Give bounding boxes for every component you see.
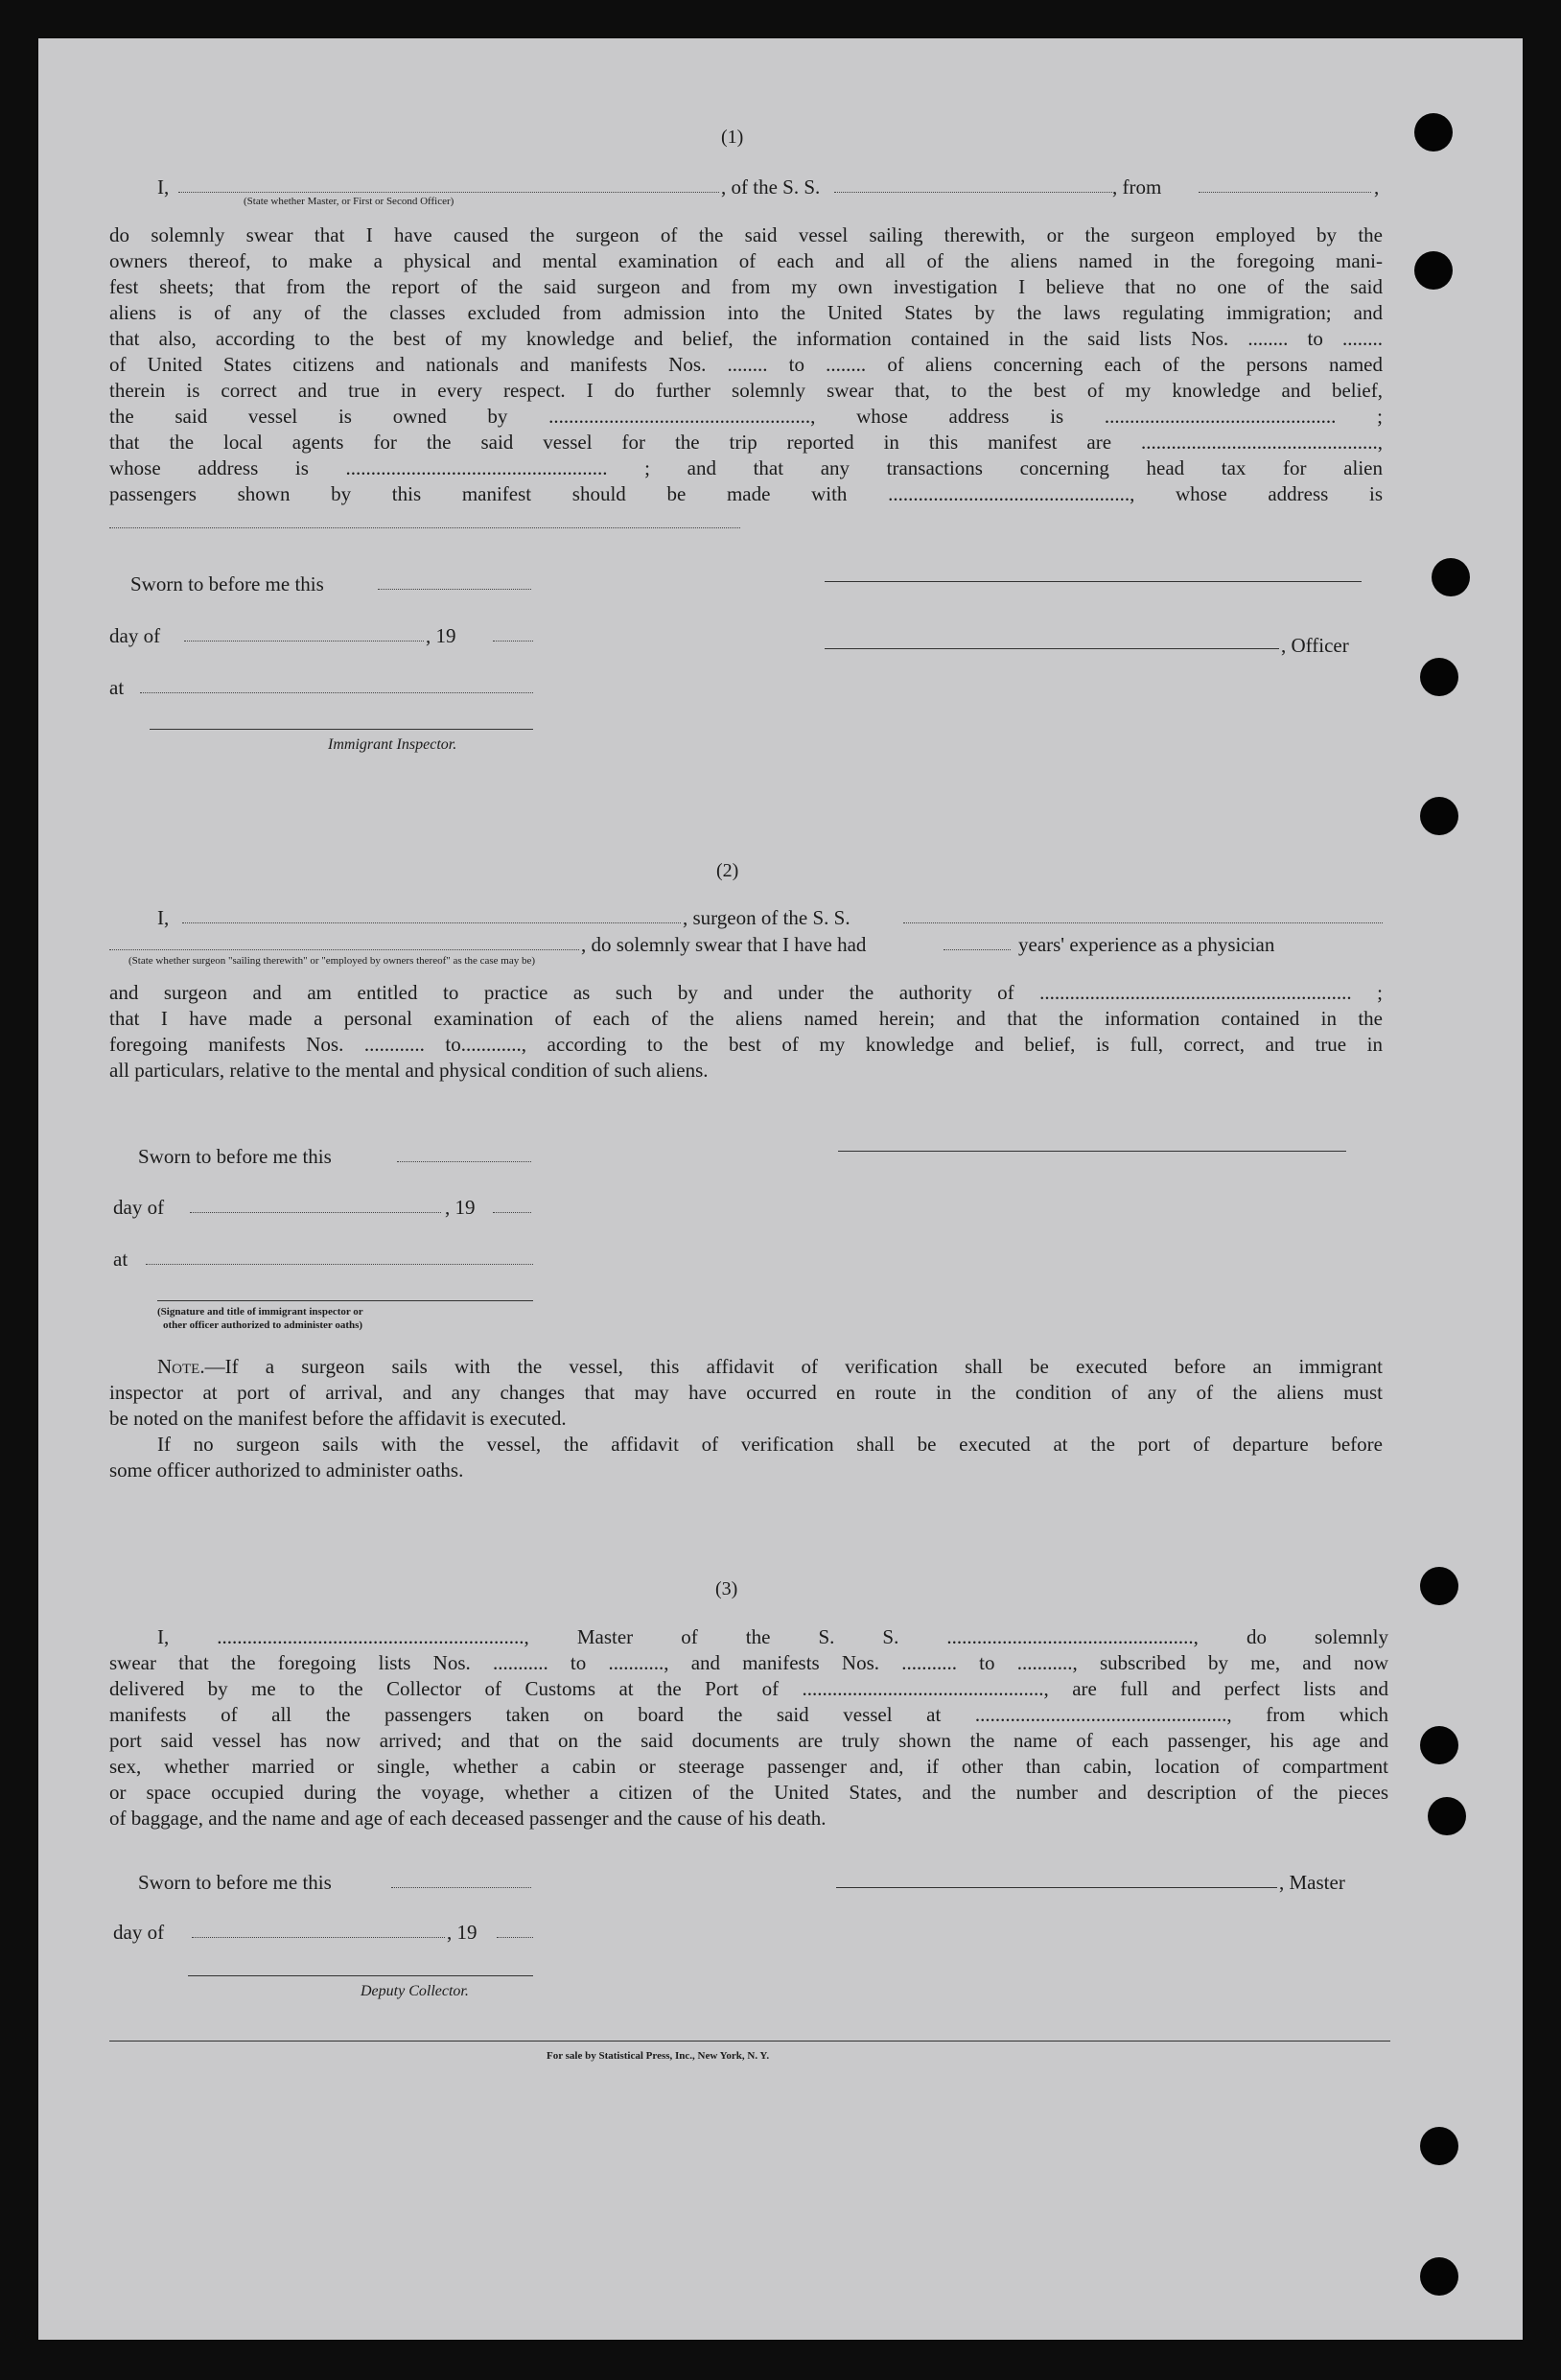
at-label: at (109, 676, 125, 699)
sworn-date-blank[interactable] (391, 1887, 531, 1888)
agent-address-blank[interactable] (109, 527, 740, 528)
surgeon-name-blank[interactable] (182, 922, 681, 923)
paragraph-line: the said vessel is owned by ...................................................., whose address is .............................................. ; (109, 405, 1383, 428)
footer-imprint: For sale by Statistical Press, Inc., New York, N. Y. (547, 2050, 770, 2062)
officer-signature-line-2[interactable] (825, 648, 1279, 649)
paragraph-line: aliens is of any of the classes excluded from admission into the United States by the laws regulating immigration; and (109, 301, 1383, 324)
surgeon-ship-blank[interactable] (903, 922, 1383, 923)
section-3-number: (3) (715, 1578, 738, 1599)
paragraph-line: of United States citizens and nationals and manifests Nos. ........ to ........ of aliens concerning each of the persons named (109, 353, 1383, 376)
sworn-date-blank[interactable] (378, 589, 531, 590)
master-label: , Master (1279, 1871, 1345, 1894)
binder-hole (1420, 2257, 1458, 2296)
paragraph-line: manifests of all the passengers taken on board the said vessel at .................................................., from which (109, 1703, 1388, 1726)
paragraph-line: and surgeon and am entitled to practice as such by and under the authority of .............................................................. ; (109, 981, 1383, 1004)
year-label: , 19 (445, 1196, 476, 1219)
section-2-number: (2) (716, 860, 739, 881)
paragraph-line: sex, whether married or single, whether a cabin or steerage passenger and, if other than cabin, location of compartment (109, 1755, 1388, 1778)
inspector-signature-line[interactable] (150, 729, 533, 730)
at-blank[interactable] (146, 1264, 533, 1265)
officer-label: , Officer (1281, 634, 1349, 657)
year-label: , 19 (426, 624, 456, 647)
paragraph-line: that I have made a personal examination of each of the aliens named herein; and that the information contained in the (109, 1007, 1383, 1030)
note-line: some officer authorized to administer oaths. (109, 1458, 464, 1482)
day-of-label: day of (113, 1196, 165, 1219)
surgeon-signature-line[interactable] (838, 1151, 1346, 1152)
officer-hint: (State whether Master, or First or Second Officer) (244, 196, 454, 207)
officer-blank[interactable] (178, 192, 719, 193)
paragraph-line: passengers shown by this manifest should be made with ................................................, whose address is (109, 482, 1383, 505)
sworn-date-blank[interactable] (397, 1161, 531, 1162)
ship-name-blank[interactable] (834, 192, 1112, 193)
paragraph-line: that the local agents for the said vessel for the trip reported in this manifest are ..............................................., (109, 431, 1383, 454)
binder-hole (1420, 1567, 1458, 1605)
years-blank[interactable] (944, 949, 1011, 950)
binder-hole (1428, 1797, 1466, 1835)
surgeon-type-hint: (State whether surgeon "sailing therewith" or "employed by owners thereof" as the case may be) (128, 955, 536, 967)
paragraph-line: I, ............................................................., Master of the S. S. ................................................., do solemnly (157, 1625, 1388, 1648)
signature-hint: (Signature and title of immigrant inspector or (157, 1306, 363, 1318)
binder-hole (1420, 1726, 1458, 1764)
manifest-affidavit-page (38, 38, 1523, 2340)
note-text: —If a surgeon sails with the vessel, this affidavit of verification shall be executed before an immigrant (204, 1355, 1383, 1378)
inspector-title: Immigrant Inspector. (328, 736, 457, 753)
paragraph-line: that also, according to the best of my knowledge and belief, the information contained in the said lists Nos. ........ to ........ (109, 327, 1383, 350)
at-blank[interactable] (140, 692, 533, 693)
binder-hole (1414, 251, 1453, 290)
at-label: at (113, 1248, 128, 1271)
paragraph-line: therein is correct and true in every respect. I do further solemnly swear that, to the best of my knowledge and belief, (109, 379, 1383, 402)
year-blank[interactable] (493, 1212, 531, 1213)
day-of-blank[interactable] (184, 641, 424, 642)
inspector-signature-line[interactable] (157, 1300, 533, 1301)
sworn-label: Sworn to before me this (138, 1871, 332, 1894)
day-of-blank[interactable] (190, 1212, 441, 1213)
binder-hole (1420, 658, 1458, 696)
paragraph-line: swear that the foregoing lists Nos. ........... to ..........., and manifests Nos. ........... to ..........., subscribed by me, and now (109, 1651, 1388, 1674)
binder-hole (1432, 558, 1470, 596)
year-blank[interactable] (497, 1937, 533, 1938)
year-blank[interactable] (493, 641, 533, 642)
section-2-i: I, (157, 906, 170, 929)
binder-hole (1420, 797, 1458, 835)
surgeon-of-label: , surgeon of the S. S. (683, 906, 850, 929)
section-1-number: (1) (721, 127, 744, 148)
paragraph-line: fest sheets; that from the report of the said surgeon and from my own investigation I believe that no one of the said (109, 275, 1383, 298)
of-ss-label: , of the S. S. (721, 175, 821, 198)
section-1-i: I, (157, 175, 170, 198)
years-label: years' experience as a physician (1018, 933, 1275, 956)
footer-rule (109, 2041, 1390, 2042)
day-of-label: day of (109, 624, 161, 647)
note-line: If no surgeon sails with the vessel, the affidavit of verification shall be executed at the port of departure before (157, 1433, 1383, 1456)
paragraph-line: whose address is .................................................... ; and that any transactions concerning head tax for alien (109, 456, 1383, 479)
note-line: be noted on the manifest before the affidavit is executed. (109, 1407, 567, 1430)
paragraph-line: delivered by me to the Collector of Customs at the Port of ................................................, are full and perfect lists and (109, 1677, 1388, 1700)
surgeon-type-blank[interactable] (109, 949, 579, 950)
paragraph-line: owners thereof, to make a physical and mental examination of each and all of the aliens named in the foregoing mani- (109, 249, 1383, 272)
paragraph-line: or space occupied during the voyage, whether a citizen of the United States, and the number and description of the pieces (109, 1781, 1388, 1804)
note-line (157, 1354, 1383, 1380)
paragraph-line: do solemnly swear that I have caused the surgeon of the said vessel sailing therewith, or the surgeon employed by the (109, 223, 1383, 246)
sworn-label: Sworn to before me this (138, 1145, 332, 1168)
signature-hint: other officer authorized to administer oaths) (163, 1319, 363, 1331)
binder-hole (1414, 113, 1453, 152)
from-port-blank[interactable] (1199, 192, 1371, 193)
paragraph-line: port said vessel has now arrived; and that on the said documents are truly shown the name of each passenger, his age and (109, 1729, 1388, 1752)
paragraph-line: all particulars, relative to the mental and physical condition of such aliens. (109, 1059, 709, 1082)
collector-signature-line[interactable] (188, 1975, 533, 1976)
paragraph-line: foregoing manifests Nos. ............ to............, according to the best of my knowledge and belief, is full, correct, and true in (109, 1033, 1383, 1056)
note-label: Note. (157, 1355, 205, 1378)
from-label: , from (1112, 175, 1162, 198)
sworn-label: Sworn to before me this (130, 572, 324, 595)
day-of-label: day of (113, 1921, 165, 1944)
officer-signature-line-1[interactable] (825, 581, 1362, 582)
day-of-blank[interactable] (192, 1937, 445, 1938)
year-label: , 19 (447, 1921, 478, 1944)
paragraph-line: of baggage, and the name and age of each deceased passenger and the cause of his death. (109, 1807, 827, 1830)
collector-title: Deputy Collector. (361, 1983, 469, 1999)
binder-hole (1420, 2127, 1458, 2165)
line-end-comma: , (1374, 175, 1380, 198)
swear-label: , do solemnly swear that I have had (581, 933, 867, 956)
note-line: inspector at port of arrival, and any changes that may have occurred en route in the condition of any of the aliens must (109, 1381, 1383, 1404)
master-signature-line[interactable] (836, 1887, 1277, 1888)
